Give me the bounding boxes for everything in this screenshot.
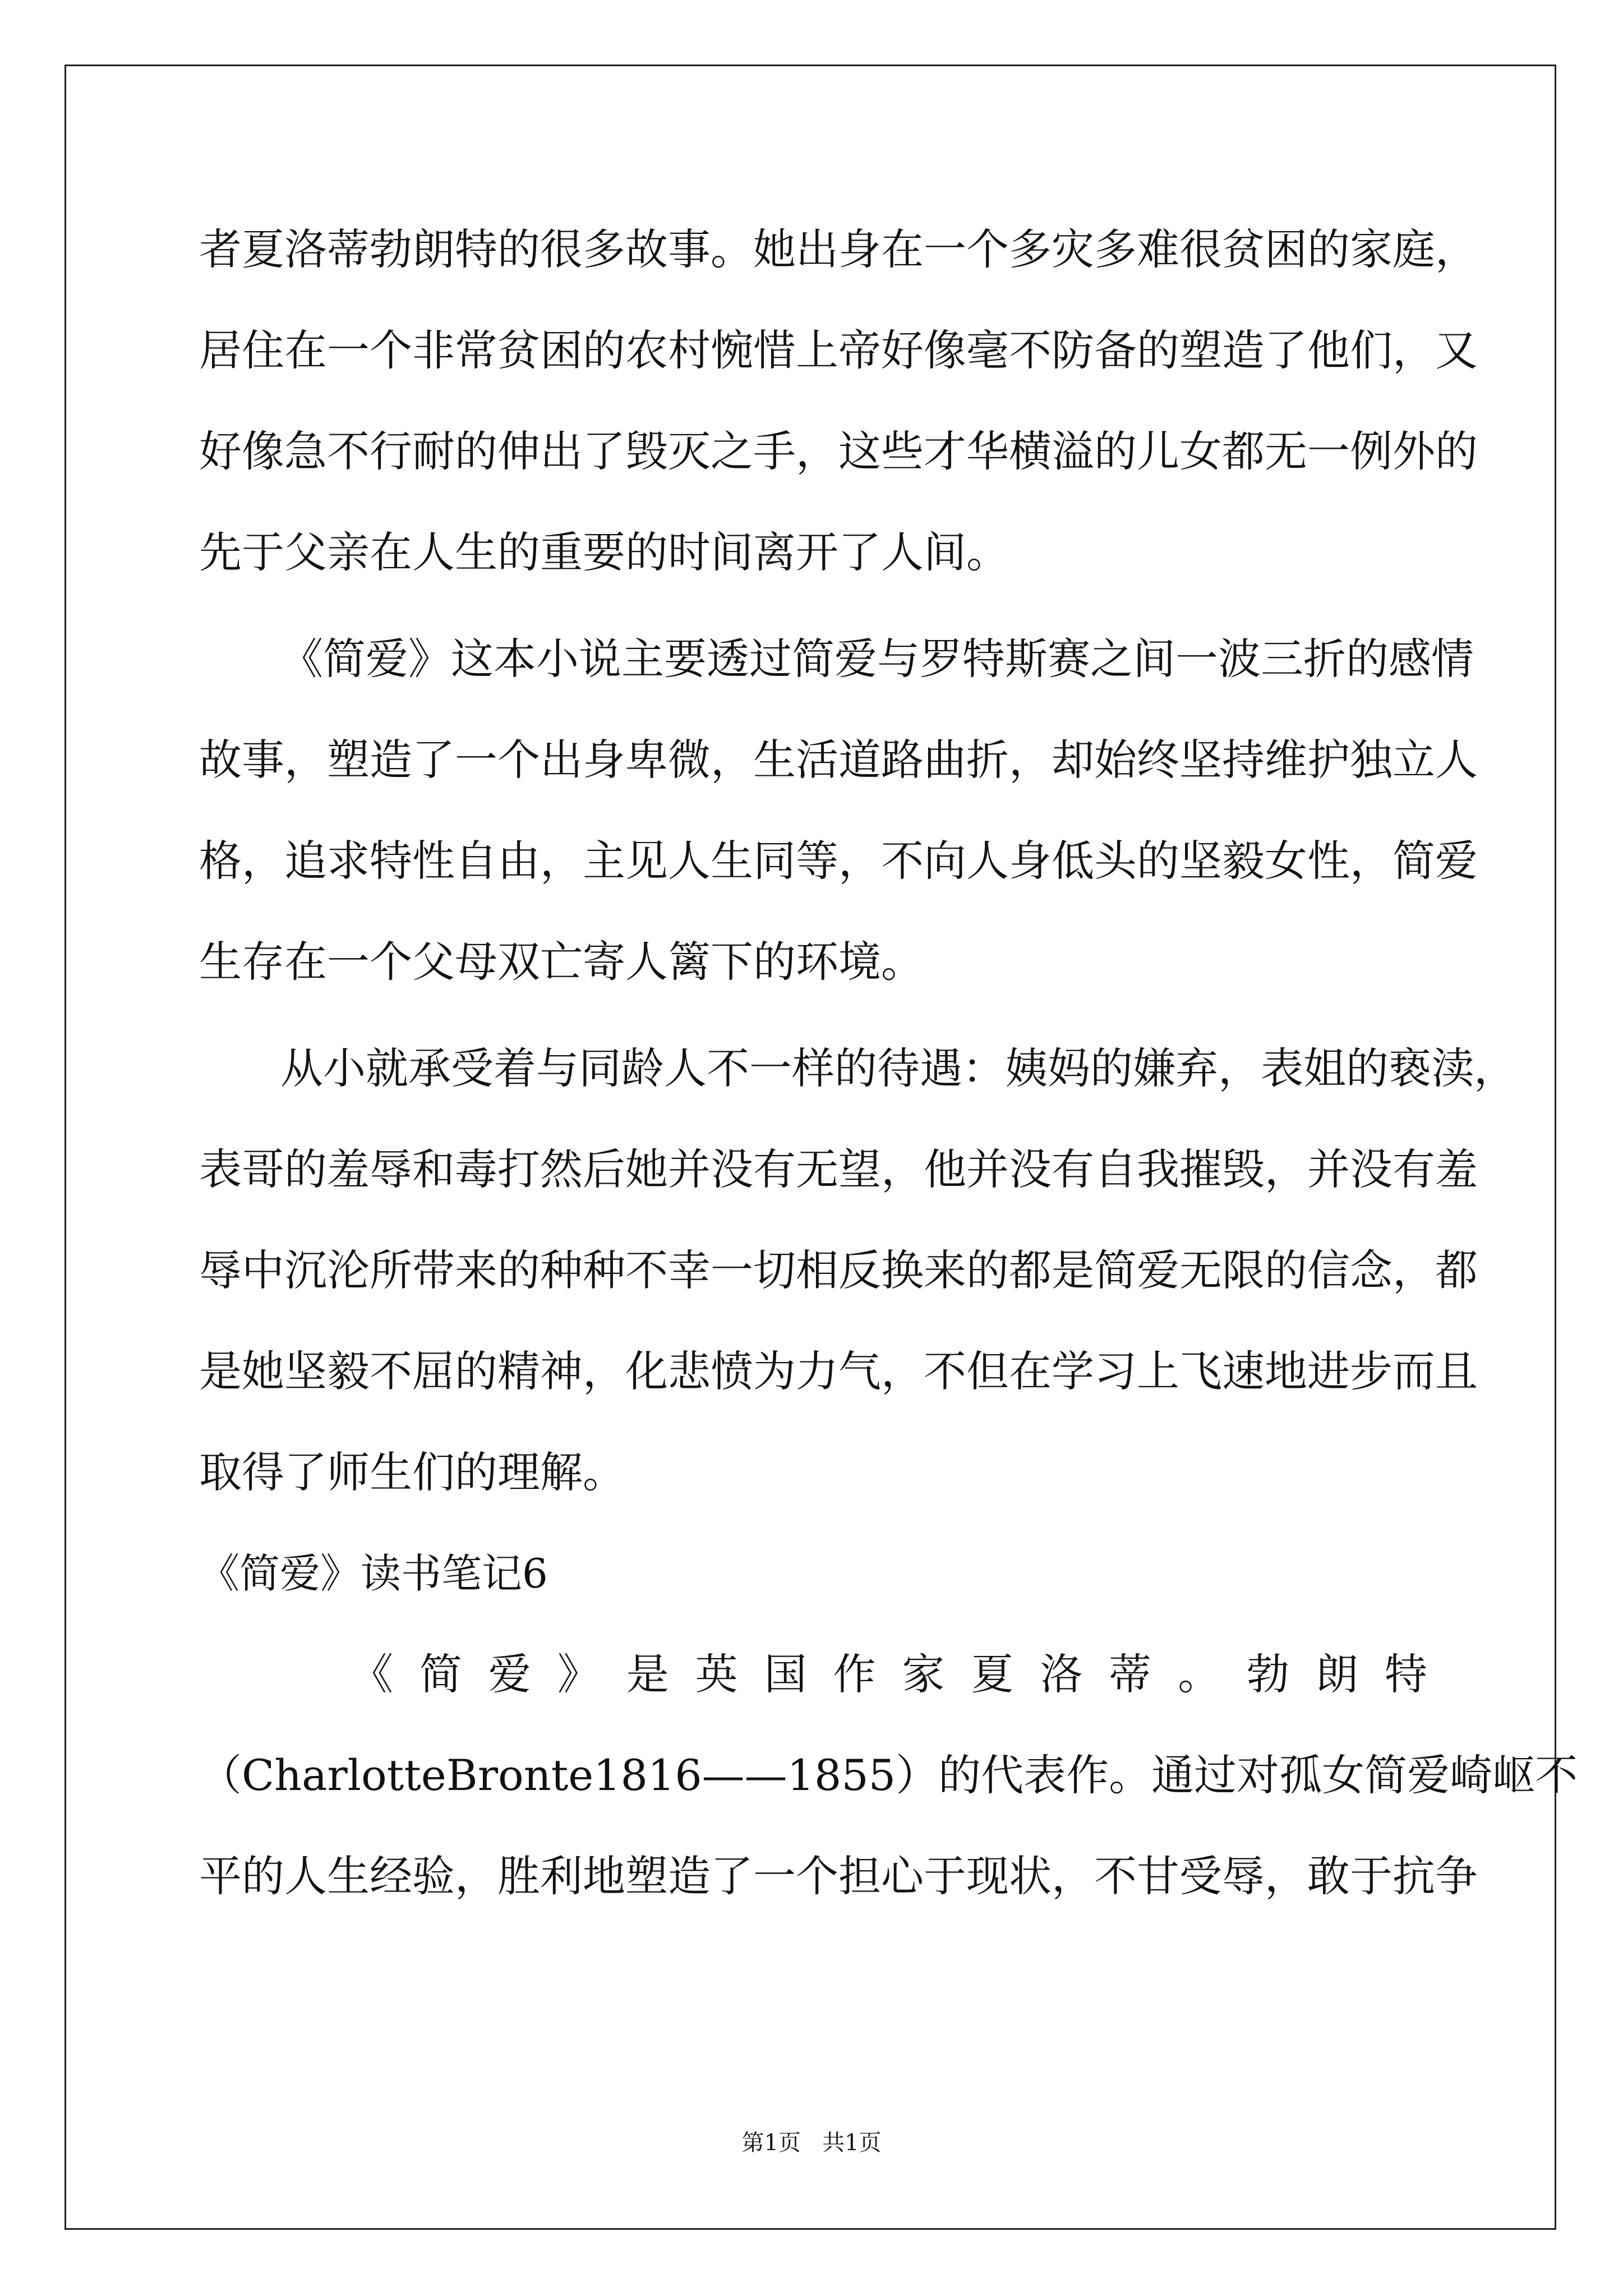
section-heading: 《简爱》读书笔记6: [199, 1550, 548, 1597]
p3-line-3: 辱中沉沦所带来的种种不幸一切相反换来的都是简爱无限的信念，都: [199, 1245, 1478, 1295]
page-total: 共1页: [822, 2130, 882, 2156]
page-number: 第1页: [741, 2130, 801, 2156]
p2-line-3: 格，追求特性自由，主见人生同等，不向人身低头的坚毅女性，简爱: [199, 836, 1478, 886]
p3-line-5: 取得了师生们的理解。: [199, 1447, 625, 1497]
footer-gap: [801, 2130, 822, 2156]
p2-line-2: 故事，塑造了一个出身卑微，生活道路曲折，却始终坚持维护独立人: [199, 735, 1478, 785]
p4-line-3: 平的人生经验，胜利地塑造了一个担心于现状，不甘受辱，敢于抗争: [199, 1851, 1478, 1901]
page-footer: [0, 2126, 1623, 2160]
p4-line-2: （CharlotteBronte1816——1855）的代表作。通过对孤女简爱崎岖不: [199, 1750, 1578, 1800]
p2-line-4: 生存在一个父母双亡寄人篱下的环境。: [199, 937, 924, 987]
p1-line-3: 好像急不行耐的伸出了毁灭之手，这些才华横溢的儿女都无一例外的: [199, 426, 1478, 476]
p1-line-1: 者夏洛蒂勃朗特的很多故事。她出身在一个多灾多难很贫困的家庭，: [199, 224, 1478, 274]
p2-line-1: 《简爱》这本小说主要透过简爱与罗特斯赛之间一波三折的感情: [280, 634, 1474, 684]
p4-line-1: 《简爱》是英国作家夏洛蒂。勃朗特: [351, 1649, 1427, 1699]
p3-line-1: 从小就承受着与同龄人不一样的待遇：姨妈的嫌弃，表姐的亵渎，: [280, 1043, 1516, 1093]
p3-line-2: 表哥的羞辱和毒打然后她并没有无望，他并没有自我摧毁，并没有羞: [199, 1144, 1478, 1194]
p1-line-2: 居住在一个非常贫困的农村惋惜上帝好像毫不防备的塑造了他们，又: [199, 325, 1478, 375]
p1-line-4: 先于父亲在人生的重要的时间离开了人间。: [199, 527, 1009, 577]
p3-line-4: 是她坚毅不屈的精神，化悲愤为力气，不但在学习上飞速地进步而且: [199, 1346, 1478, 1396]
